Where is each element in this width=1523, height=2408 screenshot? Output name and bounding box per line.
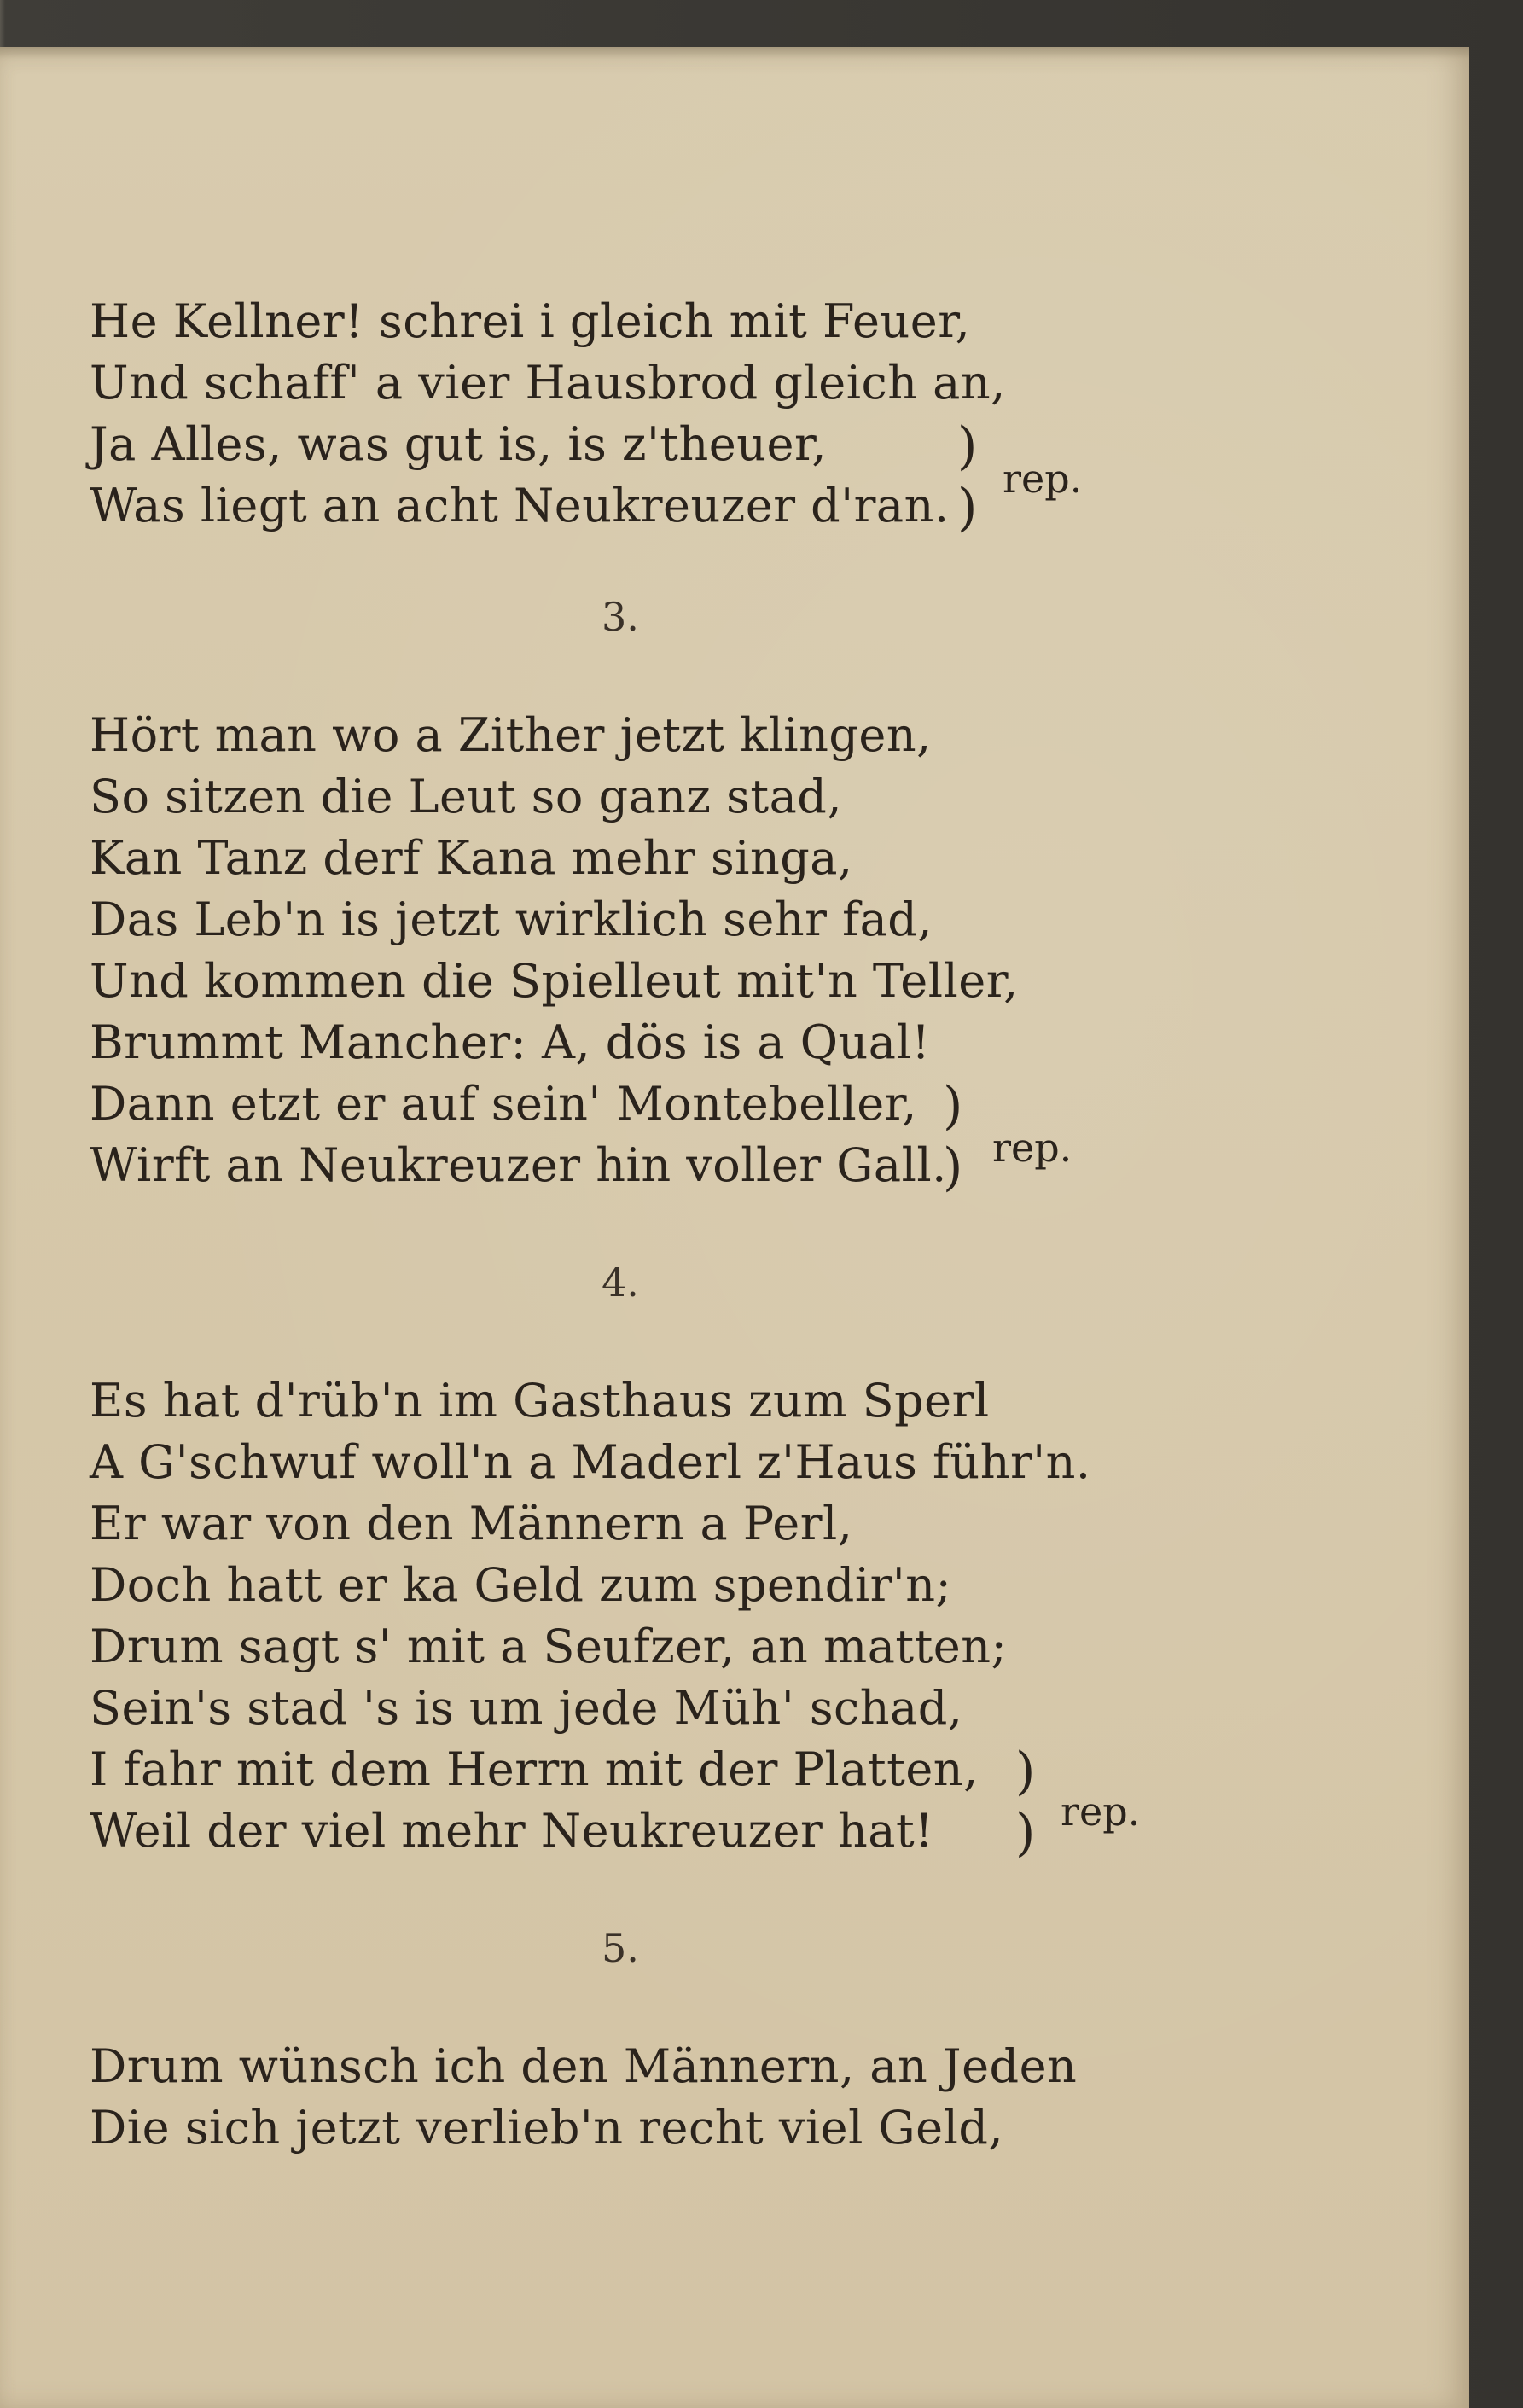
stanza-number: 4. [602, 1259, 639, 1306]
verse-line: Drum sagt s' mit a Seufzer, an matten; [90, 1620, 1008, 1673]
stanza-number: 5. [602, 1925, 639, 1971]
verse-line: Er war von den Männern a Perl, [90, 1497, 853, 1550]
verse-line: Brummt Mancher: A, dös is a Qual! [90, 1015, 931, 1069]
verse-line: I fahr mit dem Herrn mit der Platten, [90, 1742, 979, 1796]
repeat-bracket: ) [943, 1137, 963, 1197]
verse-line: So sitzen die Leut so ganz stad, [90, 770, 843, 823]
repeat-mark: rep. [992, 1125, 1072, 1171]
verse-line: Sein's stad 's is um jede Müh' schad, [90, 1681, 963, 1735]
verse-line: Es hat d'rüb'n im Gasthaus zum Sperl [90, 1374, 990, 1428]
verse-line: Dann etzt er auf sein' Montebeller, [90, 1077, 917, 1131]
paper-page [0, 47, 1469, 2408]
repeat-bracket: ) [943, 1076, 963, 1136]
verse-line: Wirft an Neukreuzer hin voller Gall. [90, 1138, 947, 1192]
verse-line: Hört man wo a Zither jetzt klingen, [90, 708, 932, 762]
verse-line: Drum wünsch ich den Männern, an Jeden [90, 2039, 1078, 2093]
verse-line: Weil der viel mehr Neukreuzer hat! [90, 1804, 934, 1858]
verse-line: Und kommen die Spielleut mit'n Teller, [90, 954, 1019, 1008]
repeat-bracket: ) [1015, 1803, 1036, 1863]
repeat-bracket: ) [1015, 1742, 1036, 1801]
verse-line: Was liegt an acht Neukreuzer d'ran. [90, 479, 950, 532]
verse-line: Das Leb'n is jetzt wirklich sehr fad, [90, 893, 933, 946]
verse-line: Ja Alles, was gut is, is z'theuer, [90, 417, 828, 471]
verse-line: Doch hatt er ka Geld zum spendir'n; [90, 1558, 952, 1612]
verse-line: A G'schwuf woll'n a Maderl z'Haus führ'n. [90, 1435, 1091, 1489]
verse-line: He Kellner! schrei i gleich mit Feuer, [90, 294, 971, 348]
verse-line: Kan Tanz derf Kana mehr singa, [90, 831, 853, 885]
repeat-bracket: ) [957, 478, 978, 538]
verse-line: Die sich jetzt verlieb'n recht viel Geld, [90, 2101, 1004, 2155]
stanza-number: 3. [602, 594, 639, 640]
repeat-bracket: ) [957, 416, 978, 476]
repeat-mark: rep. [1061, 1789, 1141, 1835]
repeat-mark: rep. [1003, 456, 1083, 502]
verse-line: Und schaff' a vier Hausbrod gleich an, [90, 356, 1006, 410]
